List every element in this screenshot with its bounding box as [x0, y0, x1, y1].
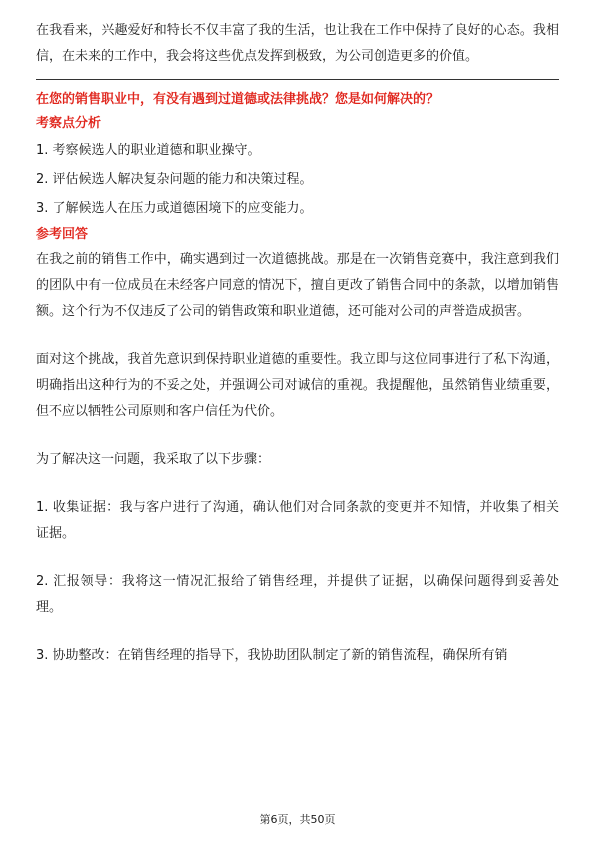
interview-question: 在您的销售职业中，有没有遇到过道德或法律挑战？您是如何解决的？ — [36, 92, 440, 107]
answer-step: 3. 协助整改：在销售经理的指导下，我协助团队制定了新的销售流程，确保所有销 — [36, 648, 508, 663]
section-divider — [36, 79, 559, 80]
paragraph-gap — [36, 473, 559, 495]
analysis-item: 2. 评估候选人解决复杂问题的能力和决策过程。 — [36, 172, 313, 187]
answer-title: 参考回答 — [36, 227, 89, 242]
page-content — [36, 18, 559, 669]
answer-paragraph: 面对这个挑战，我首先意识到保持职业道德的重要性。我立即与这位同事进行了私下沟通，明确指出这种行为的不妥之处，并强调公司对诚信的重视。我提醒他，虽然销售业绩重要，但不应以牺牲公司原则和客户信任为代价。 — [36, 352, 559, 419]
answer-paragraph: 在我之前的销售工作中，确实遇到过一次道德挑战。那是在一次销售竞赛中，我注意到我们的团队中有一位成员在未经客户同意的情况下，擅自更改了销售合同中的条款，以增加销售额。这个行为不仅违反了公司的销售政策和职业道德，还可能对公司的声誉造成损害。 — [36, 252, 559, 319]
answer-step: 2. 汇报领导：我将这一情况汇报给了销售经理，并提供了证据，以确保问题得到妥善处理。 — [36, 574, 559, 615]
answer-paragraph: 为了解决这一问题，我采取了以下步骤： — [36, 452, 271, 467]
paragraph-gap — [36, 325, 559, 347]
answer-step: 1. 收集证据：我与客户进行了沟通，确认他们对合同条款的变更并不知情，并收集了相关证据。 — [36, 500, 559, 541]
analysis-item: 3. 了解候选人在压力或道德困境下的应变能力。 — [36, 201, 313, 216]
paragraph-gap — [36, 425, 559, 447]
paragraph-gap — [36, 621, 559, 643]
analysis-title: 考察点分析 — [36, 116, 102, 131]
analysis-item: 1. 考察候选人的职业道德和职业操守。 — [36, 143, 261, 158]
intro-paragraph: 在我看来，兴趣爱好和特长不仅丰富了我的生活，也让我在工作中保持了良好的心态。我相信，在未来的工作中，我会将这些优点发挥到极致，为公司创造更多的价值。 — [36, 23, 559, 64]
paragraph-gap — [36, 547, 559, 569]
page-footer: 第6页，共50页 — [259, 813, 336, 826]
